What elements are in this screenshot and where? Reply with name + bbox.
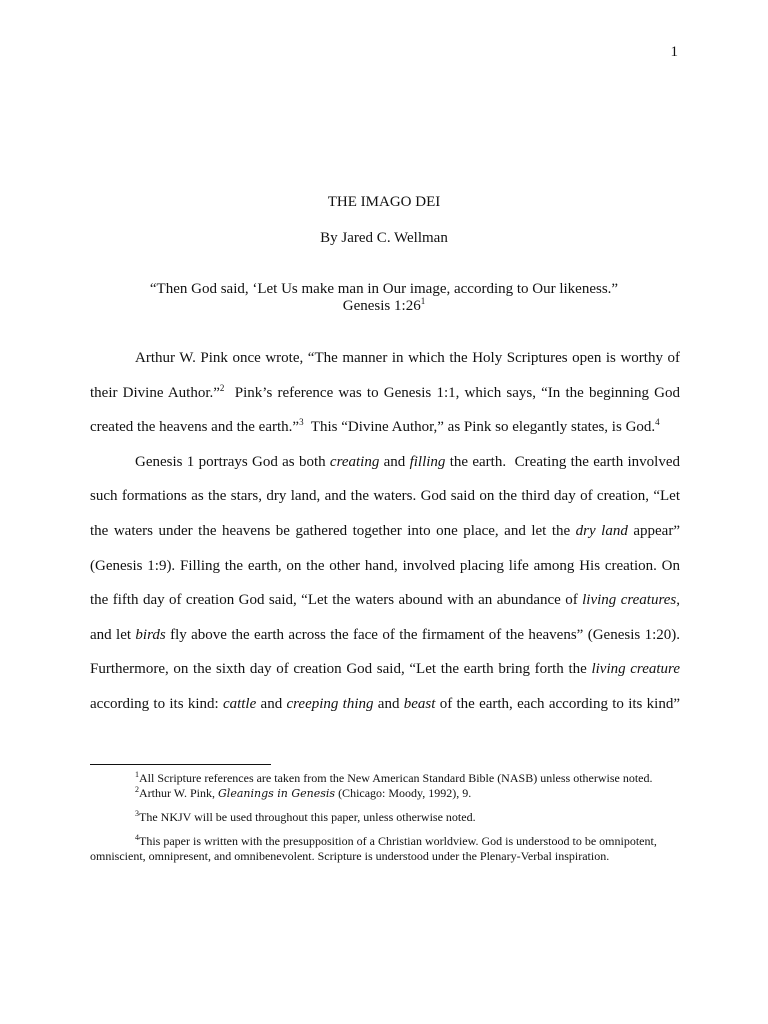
footnote-2	[90, 786, 682, 801]
footnote-marker: 4	[655, 417, 660, 428]
body-line	[90, 588, 680, 623]
footnote-text: (Chicago: Moody, 1992), 9.	[335, 786, 472, 800]
body-line	[90, 484, 680, 519]
text-run: (Genesis 1:9). Filling the earth, on the other hand, involved placing life among His creation. On	[90, 557, 680, 574]
body-line	[90, 415, 680, 450]
text-run: Arthur W. Pink once wrote, “The manner in which the Holy Scriptures open is worthy of	[135, 350, 680, 366]
body-line	[90, 692, 680, 727]
text-run: Furthermore, on the sixth day of creation God said, “Let the earth bring forth the	[90, 661, 592, 678]
text-run: appear”	[627, 522, 680, 539]
epigraph-reference-text: Genesis 1:26	[342, 298, 421, 314]
footnote-4	[90, 834, 682, 864]
footnote-text: The NKJV will be used throughout this paper, unless otherwise noted.	[139, 810, 476, 824]
footnote-separator	[90, 764, 271, 765]
body-text	[90, 346, 680, 727]
body-line	[90, 381, 680, 416]
emphasis: living creature	[591, 661, 680, 678]
text-run: fly above the earth across the face of the firmament of the heavens” (Genesis 1:20).	[165, 626, 680, 643]
footnote-marker: 2	[135, 785, 139, 794]
footnote-text: This paper is written with the presupposition of a Christian worldview. God is understood to be omnipotent, omniscient, omnipresent, and omnibenevolent. Scripture is understood under the Plenary-Verbal inspiration.	[90, 834, 657, 863]
footnotes	[90, 771, 682, 864]
emphasis: cattle	[222, 695, 257, 712]
text-run: the earth. Creating the earth involved	[445, 453, 680, 470]
epigraph	[0, 281, 768, 315]
body-line	[90, 554, 680, 589]
footnote-text: All Scripture references are taken from the New American Standard Bible (NASB) unless otherwise noted.	[139, 771, 653, 785]
body-line	[90, 623, 680, 658]
footnote-marker: 2	[219, 382, 225, 393]
body-line	[90, 346, 680, 381]
emphasis: creating	[329, 453, 380, 470]
emphasis: creeping thing	[286, 695, 374, 712]
footnote-3	[90, 810, 682, 825]
page-number: 1	[670, 44, 678, 60]
paper-title: THE IMAGO DEI	[327, 194, 441, 210]
book-title: Gleanings in Genesis	[218, 787, 336, 800]
text-run: and	[256, 695, 287, 712]
text-run: such formations as the stars, dry land, and the waters. God said on the third day of creation, “Let	[90, 488, 680, 505]
text-run: and	[373, 695, 404, 712]
text-run: ,	[676, 592, 680, 609]
footnote-marker: 4	[135, 833, 139, 842]
text-run: of the earth, each according to its kind”	[435, 695, 680, 712]
body-line	[90, 450, 680, 485]
text-run: and	[379, 453, 410, 470]
text-run: their Divine Author.”	[90, 384, 220, 401]
text-run: Pink’s reference was to Genesis 1:1, which says, “In the beginning God	[224, 384, 680, 401]
emphasis: living creatures	[582, 592, 677, 609]
footnote-marker: 3	[299, 417, 304, 428]
emphasis: birds	[135, 626, 166, 643]
footnote-text: Arthur W. Pink,	[139, 786, 219, 800]
author-byline: By Jared C. Wellman	[320, 230, 448, 246]
text-run: according to its kind:	[90, 695, 223, 712]
footnote-marker: 3	[135, 809, 139, 818]
footnote-marker: 1	[420, 296, 426, 306]
text-run: the fifth day of creation God said, “Let the waters abound with an abundance of	[90, 592, 583, 609]
epigraph-quote: “Then God said, ‘Let Us make man in Our image, according to Our likeness.”	[149, 281, 619, 297]
body-line	[90, 519, 680, 554]
text-run: Genesis 1 portrays God as both	[135, 453, 330, 470]
text-run: the waters under the heavens be gathered together into one place, and let the	[90, 522, 576, 539]
text-run: and let	[90, 626, 136, 643]
footnote-1	[90, 771, 682, 786]
epigraph-reference	[0, 298, 768, 315]
text-run: created the heavens and the earth.”	[90, 419, 300, 436]
emphasis: filling	[409, 453, 446, 470]
emphasis: dry land	[575, 522, 628, 539]
body-line	[90, 657, 680, 692]
footnote-marker: 1	[135, 770, 139, 779]
text-run: This “Divine Author,” as Pink so elegantly states, is God.	[303, 419, 656, 436]
emphasis: beast	[403, 695, 436, 712]
